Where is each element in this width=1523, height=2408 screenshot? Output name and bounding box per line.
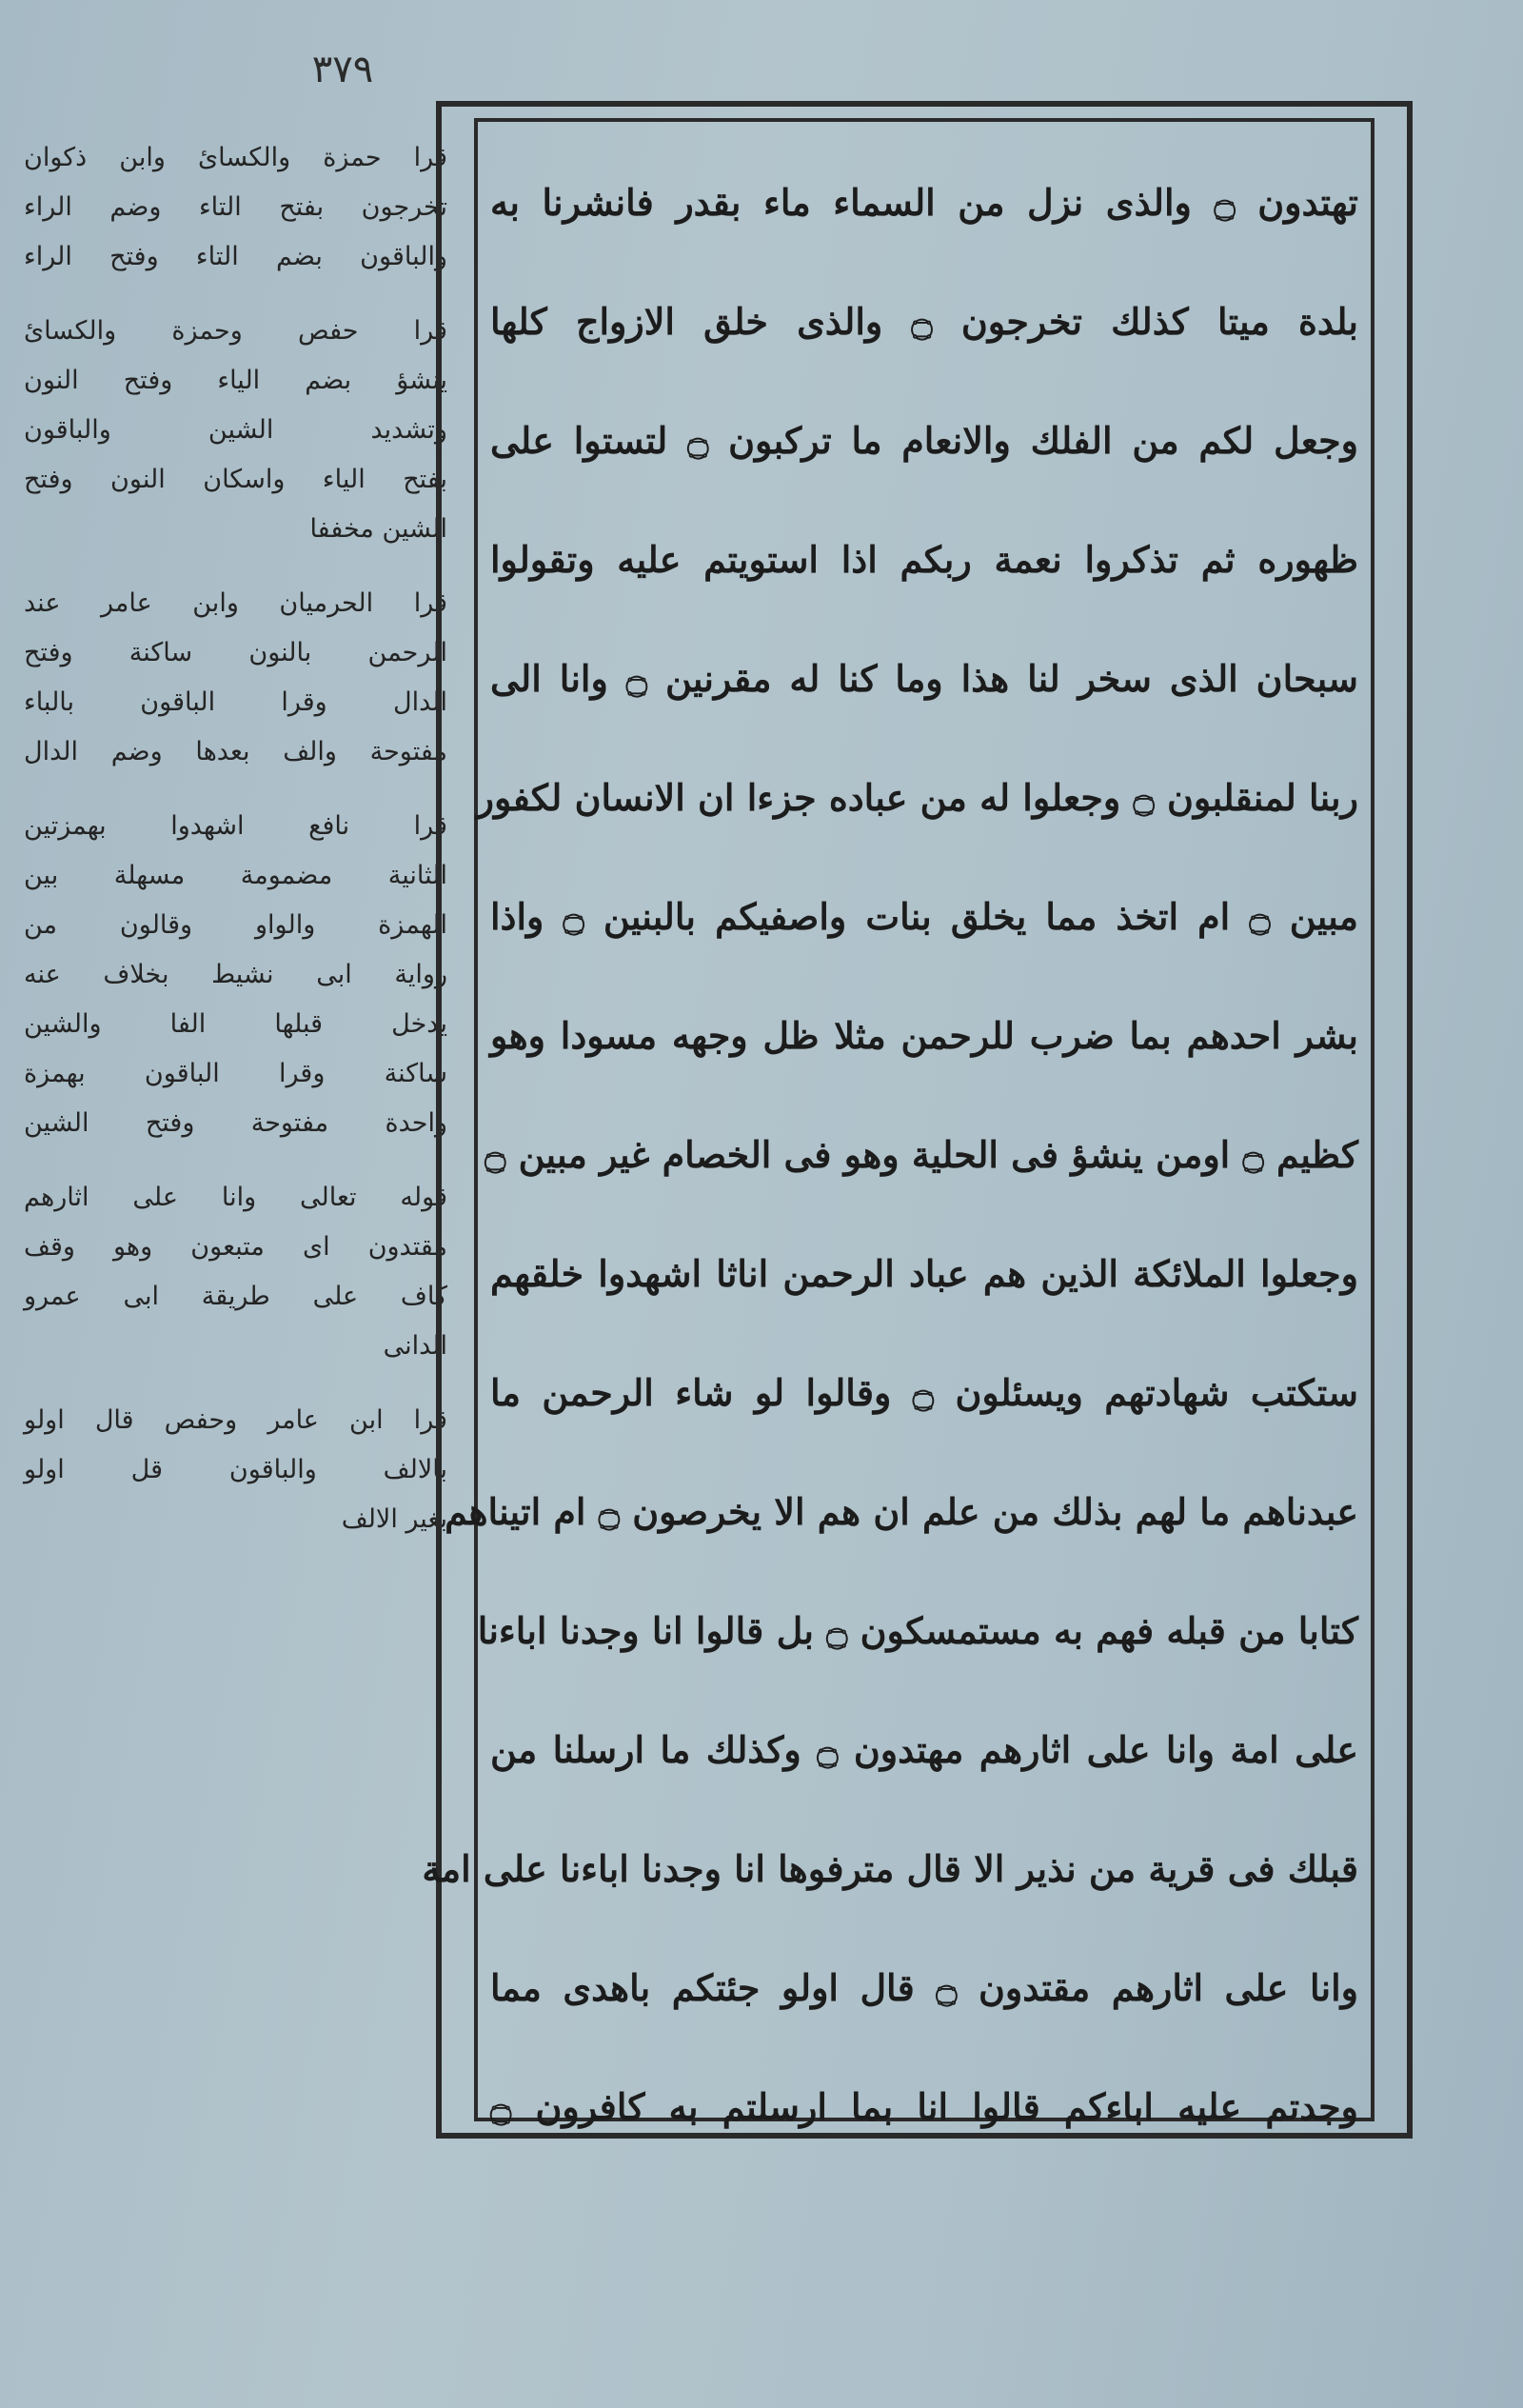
note-line: بالالف والباقون قل اولو <box>24 1455 447 1484</box>
page-number: ٣٧٩ <box>311 48 374 91</box>
note-line: كاف على طريقة ابى عمرو <box>24 1282 447 1311</box>
note-line: الشين مخففا <box>309 514 447 544</box>
note-line: الرحمن بالنون ساكنة وفتح <box>24 638 447 667</box>
verse-line: وجدتم عليه اباءكم قالوا انا بما ارسلتم به كافرون ۝ <box>490 2085 1358 2128</box>
verse-line: ستكتب شهادتهم ويسئلون ۝ وقالوا لو شاء الرحمن ما <box>490 1371 1358 1414</box>
verse-line: مبين ۝ ام اتخذ مما يخلق بنات واصفيكم بالبنين ۝ واذا <box>490 895 1358 938</box>
margin-note <box>24 579 447 777</box>
verse-line: وجعلوا الملائكة الذين هم عباد الرحمن اناثا اشهدوا خلقهم <box>490 1252 1358 1295</box>
note-line: قرا حمزة والكسائ وابن ذكوان <box>24 143 447 172</box>
note-line: الثانية مضمومة مسهلة بين <box>24 861 447 890</box>
verse-line: كتابا من قبله فهم به مستمسكون ۝ بل قالوا انا وجدنا اباءنا <box>477 1609 1358 1652</box>
margin-note <box>24 802 447 1148</box>
note-line: قرا ابن عامر وحفص قال اولو <box>24 1405 447 1435</box>
note-line: بغير الالف <box>341 1504 447 1534</box>
verse-line: وجعل لكم من الفلك والانعام ما تركبون ۝ لتستوا على <box>490 419 1358 462</box>
verse-line: قبلك فى قرية من نذير الا قال مترفوها انا وجدنا اباءنا على امة <box>422 1847 1358 1890</box>
note-line: واحدة مفتوحة وفتح الشين <box>24 1108 447 1138</box>
note-line: قوله تعالى وانا على اثارهم <box>24 1183 447 1212</box>
margin-note <box>24 1173 447 1371</box>
verse-line: كظيم ۝ اومن ينشؤ فى الحلية وهو فى الخصام غير مبين ۝ <box>485 1133 1358 1176</box>
verse-line: سبحان الذى سخر لنا هذا وما كنا له مقرنين ۝ وانا الى <box>490 657 1358 700</box>
margin-note <box>24 1396 447 1544</box>
note-line: الدال وقرا الباقون بالباء <box>24 687 447 717</box>
verse-line: على امة وانا على اثارهم مهتدون ۝ وكذلك ما ارسلنا من <box>490 1728 1358 1771</box>
verse-line: تهتدون ۝ والذى نزل من السماء ماء بقدر فانشرنا به <box>490 181 1358 224</box>
verse-line: وانا على اثارهم مقتدون ۝ قال اولو جئتكم باهدى مما <box>490 1966 1359 2009</box>
quran-text-block <box>422 143 1359 2128</box>
verse-line: بلدة ميتا كذلك تخرجون ۝ والذى خلق الازواج كلها <box>490 300 1358 343</box>
note-line: قرا الحرميان وابن عامر عند <box>24 588 447 618</box>
note-line: تخرجون بفتح التاء وضم الراء <box>24 192 447 222</box>
margin-note <box>24 307 447 554</box>
note-line: بفتح الياء واسكان النون وفتح <box>24 465 447 494</box>
note-line: يدخل قبلها الفا والشين <box>24 1009 447 1039</box>
verse-line: ربنا لمنقلبون ۝ وجعلوا له من عباده جزءا ان الانسان لكفور <box>476 776 1358 819</box>
note-line: مفتوحة والف بعدها وضم الدال <box>24 737 447 766</box>
margin-notes <box>24 133 447 2257</box>
note-line: ساكنة وقرا الباقون بهمزة <box>24 1059 447 1088</box>
note-line: قرا نافع اشهدوا بهمزتين <box>24 811 447 841</box>
note-line: وتشديد الشين والباقون <box>24 415 447 445</box>
note-line: رواية ابى نشيط بخلاف عنه <box>24 960 447 989</box>
verse-line: ظهوره ثم تذكروا نعمة ربكم اذا استويتم عليه وتقولوا <box>490 538 1358 581</box>
note-line: ينشؤ بضم الياء وفتح النون <box>24 366 447 395</box>
verse-line: عبدناهم ما لهم بذلك من علم ان هم الا يخرصون ۝ ام اتيناهم <box>445 1490 1358 1533</box>
note-line: قرا حفص وحمزة والكسائ <box>24 316 447 346</box>
verse-line: بشر احدهم بما ضرب للرحمن مثلا ظل وجهه مسودا وهو <box>490 1014 1358 1057</box>
note-line: والباقون بضم التاء وفتح الراء <box>24 242 447 271</box>
note-line: مقتدون اى متبعون وهو وقف <box>24 1232 447 1262</box>
note-line: الدانى <box>383 1331 447 1361</box>
margin-note <box>24 133 447 282</box>
note-line: الهمزة والواو وقالون من <box>24 910 447 940</box>
